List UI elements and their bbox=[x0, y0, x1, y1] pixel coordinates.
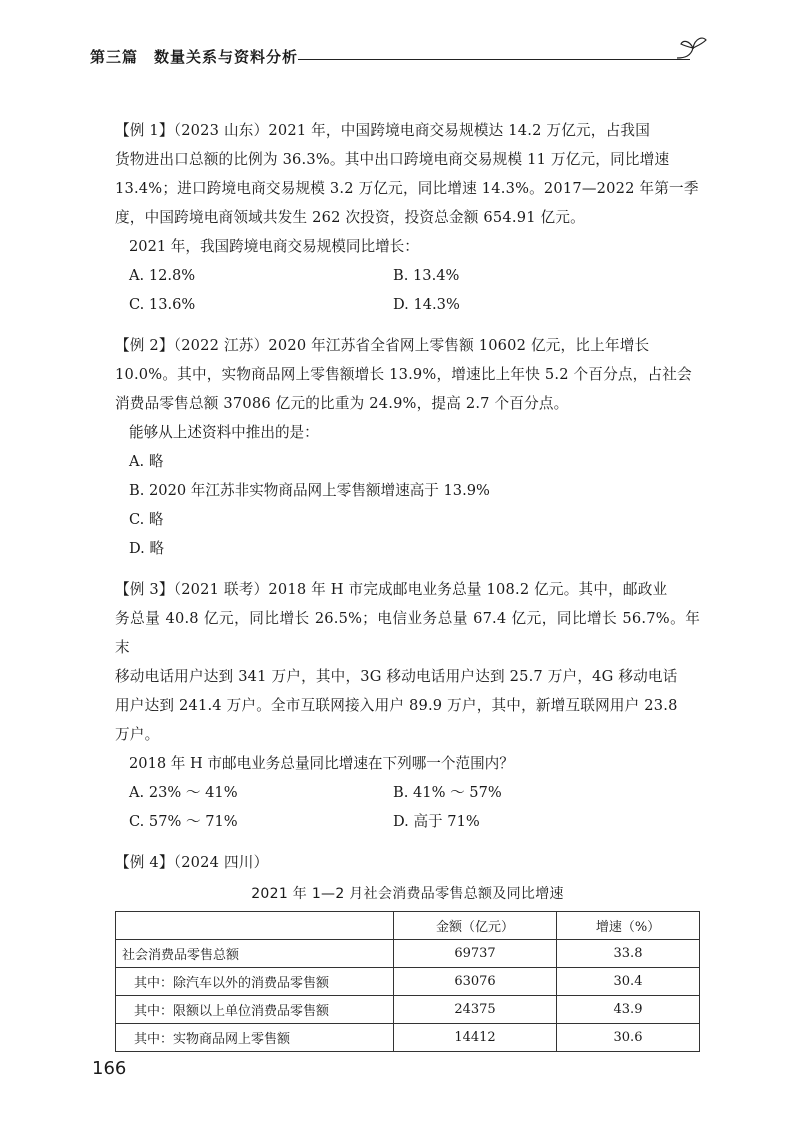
table-cell: 24375 bbox=[394, 996, 557, 1024]
table-cell: 43.9 bbox=[557, 996, 700, 1024]
table-cell: 63076 bbox=[394, 968, 557, 996]
example-1-line: 【例 1】（2023 山东）2021 年，中国跨境电商交易规模达 14.2 万亿元，占我国 bbox=[115, 122, 650, 139]
table-cell: 33.8 bbox=[557, 940, 700, 968]
example-2-line: 【例 2】（2022 江苏）2020 年江苏省全省网上零售额 10602 亿元，比上年增长 bbox=[115, 337, 650, 354]
table-title: 2021 年 1—2 月社会消费品零售总额及同比增速 bbox=[251, 886, 564, 902]
option-d: D. 14.3% bbox=[393, 296, 460, 313]
option-b: B. 41% ～ 57% bbox=[393, 784, 502, 801]
table-header-cell: 金额（亿元） bbox=[394, 912, 557, 940]
table-row bbox=[116, 996, 700, 1024]
example-3 bbox=[115, 575, 700, 836]
example-3-options bbox=[115, 778, 700, 836]
page-content bbox=[115, 116, 700, 1052]
option-a: A. 略 bbox=[129, 453, 164, 470]
table-row bbox=[116, 968, 700, 996]
data-table bbox=[115, 911, 700, 1052]
example-2-line: 10.0%。其中，实物商品网上零售额增长 13.9%，增速比上年快 5.2 个百分点，占社会 bbox=[115, 366, 692, 383]
example-1-question: 2021 年，我国跨境电商交易规模同比增长： bbox=[129, 238, 419, 255]
option-b: B. 13.4% bbox=[393, 267, 460, 284]
table-cell: 69737 bbox=[394, 940, 557, 968]
table-cell: 社会消费品零售总额 bbox=[116, 940, 394, 968]
table-cell: 14412 bbox=[394, 1024, 557, 1052]
table-header-row bbox=[116, 912, 700, 940]
running-header bbox=[90, 44, 710, 74]
chapter-title: 第三篇 数量关系与资料分析 bbox=[90, 48, 299, 66]
example-3-line: 【例 3】（2021 联考）2018 年 H 市完成邮电业务总量 108.2 亿元。其中，邮政业 bbox=[115, 581, 668, 598]
example-1 bbox=[115, 116, 700, 319]
table-header-cell: 增速（%） bbox=[557, 912, 700, 940]
example-3-line: 务总量 40.8 亿元，同比增长 26.5%；电信业务总量 67.4 亿元，同比增长 56.7%。年末 bbox=[115, 610, 700, 656]
option-a: A. 12.8% bbox=[129, 267, 196, 284]
option-d: D. 略 bbox=[129, 540, 165, 557]
sprout-icon bbox=[675, 32, 709, 62]
table-cell: 30.4 bbox=[557, 968, 700, 996]
table-cell: 其中：限额以上单位消费品零售额 bbox=[116, 996, 394, 1024]
example-4 bbox=[115, 848, 700, 1052]
option-b: B. 2020 年江苏非实物商品网上零售额增速高于 13.9% bbox=[129, 482, 490, 499]
option-a: A. 23% ～ 41% bbox=[129, 784, 238, 801]
table-row bbox=[116, 940, 700, 968]
example-2-question: 能够从上述资料中推出的是： bbox=[129, 424, 319, 441]
example-1-line: 货物进出口总额的比例为 36.3%。其中出口跨境电商交易规模 11 万亿元，同比增速 bbox=[115, 151, 670, 168]
table-row bbox=[116, 1024, 700, 1052]
option-c: C. 57% ～ 71% bbox=[129, 813, 238, 830]
example-2-line: 消费品零售总额 37086 亿元的比重为 24.9%，提高 2.7 个百分点。 bbox=[115, 395, 569, 412]
option-c: C. 略 bbox=[129, 511, 164, 528]
table-cell: 其中：除汽车以外的消费品零售额 bbox=[116, 968, 394, 996]
example-3-line: 用户达到 241.4 万户。全市互联网接入用户 89.9 万户，其中，新增互联网用户 23.8 bbox=[115, 697, 678, 714]
example-4-label: 【例 4】（2024 四川） bbox=[115, 854, 269, 871]
example-1-options bbox=[115, 261, 700, 319]
page-number: 166 bbox=[92, 1058, 127, 1079]
example-1-line: 度，中国跨境电商领域共发生 262 次投资，投资总金额 654.91 亿元。 bbox=[115, 209, 585, 226]
example-1-line: 13.4%；进口跨境电商交易规模 3.2 万亿元，同比增速 14.3%。2017—2022 年第一季 bbox=[115, 180, 699, 197]
example-2 bbox=[115, 331, 700, 563]
example-3-line: 万户。 bbox=[115, 726, 160, 743]
example-3-line: 移动电话用户达到 341 万户，其中，3G 移动电话用户达到 25.7 万户，4G 移动电话 bbox=[115, 668, 678, 685]
header-rule bbox=[298, 59, 690, 60]
table-cell: 其中：实物商品网上零售额 bbox=[116, 1024, 394, 1052]
example-3-question: 2018 年 H 市邮电业务总量同比增速在下列哪一个范围内？ bbox=[129, 755, 514, 772]
option-c: C. 13.6% bbox=[129, 296, 196, 313]
option-d: D. 高于 71% bbox=[393, 813, 480, 830]
table-cell: 30.6 bbox=[557, 1024, 700, 1052]
example-2-options bbox=[115, 447, 700, 563]
table-header-cell bbox=[116, 912, 394, 940]
